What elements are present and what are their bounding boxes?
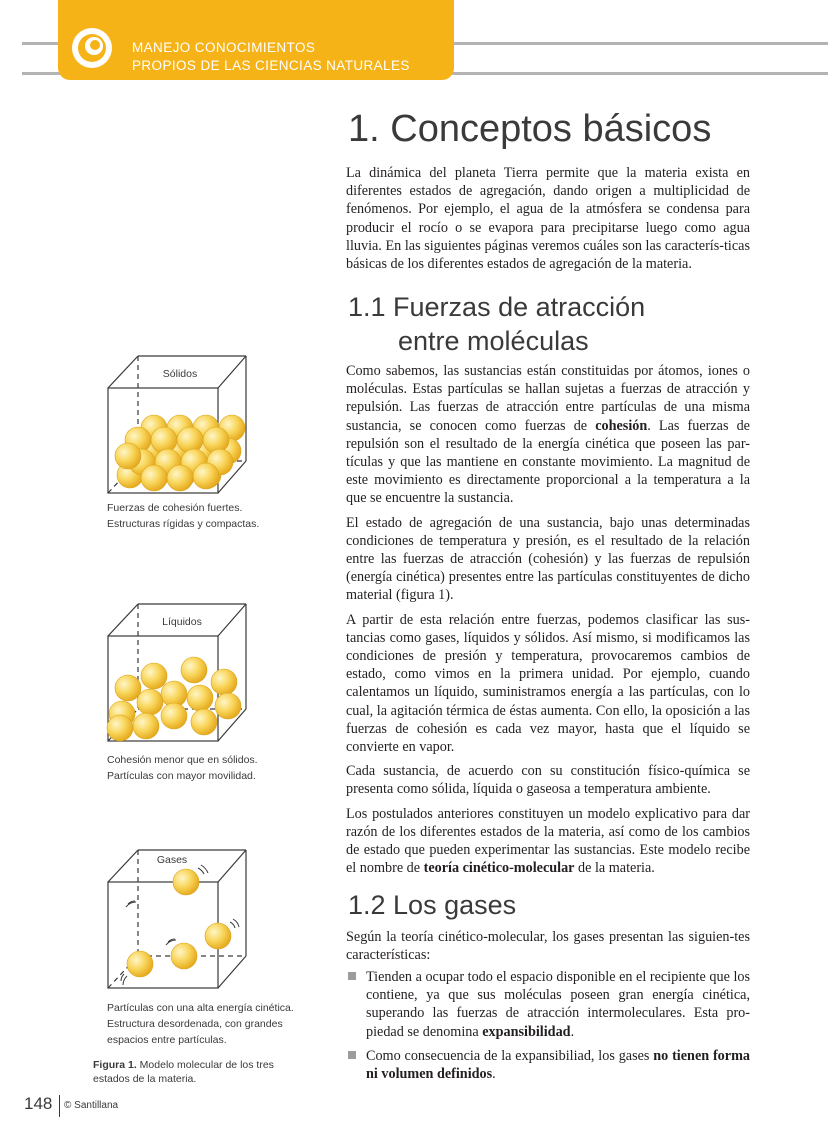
paragraph-kinetic-theory: Los postulados anteriores constituyen un modelo explicativo para dar razón de los diferentes estados de la materia, así como de los cambios de estado que pueden experimentar las sustancias. Este modelo recibe el nombre de teoría cinético-molecular de la materia. [346, 805, 750, 877]
bullet-square-icon [348, 1051, 356, 1059]
gas-properties-list [346, 968, 750, 1089]
paragraph-forces: Como sabemos, las sustancias están constituidas por átomos, iones o moléculas. Estas partículas se hallan sujetas a fuerzas de atracción y repulsión. Las fuerzas de atracción entre partículas de una misma sustancia, se conocen como fuerzas de cohesión. Las fuerzas de repulsión son el resultado de la energía cinética que poseen las par-tículas y que las mantiene en constante movimiento. La magnitud de este movimiento es directamente proporcional a la temperatura a la que se encuentre la sustancia. El estado de agregación de una sustancia, bajo unas determinadas condiciones de temperatura y presión, es el resultado de la relación entre las fuerzas de atracción (cohesión) y las fuerzas de repulsión (energía cinética) presentes entre las partículas constituyentes de dicho material (figura 1). A partir de esta relación entre fuerzas, podemos clasificar las sus-tancias como gases, líquidos y sólidos. Así mismo, si modificamos las condiciones de presión y temperatura, provocaremos cambios de estado, como vimos en la primera unidad. Por ejemplo, cuando calentamos un líquido, suministramos energía a las partículas, con lo cual, la agitación térmica de éstas aumenta. Con ello, la oposición a las fuerzas de cohesión es cada vez mayor, hasta que el líquido se convierte en vapor. Cada sustancia, de acuerdo con su constitución físico-química se presenta como sólida, líquida o gaseosa a temperatura ambiente. Los postulados anteriores constituyen un modelo explicativo para dar razón de los diferentes estados de la materia, así como de los cambios de estado que pueden experimentar las sustancias. Este modelo recibe el nombre de teoría cinético-molecular de la materia. [346, 363, 750, 877]
section-header-tab [58, 0, 454, 80]
intro-paragraph: La dinámica del planeta Tierra permite que la materia exista en diferentes estados de agregación, dando origen a multiplicidad de fenómenos. Por ejemplo, el agua de la atmósfera se condensa para producir el rocío o se evapora para precipitarse luego como agua lluvia. En las siguientes páginas veremos cuáles son las caracterís-ticas básicas de los diferentes estados de agregación de la materia. [346, 165, 750, 273]
list-item: Como consecuencia de la expansibiliad, los gases no tienen forma ni volumen definidos. [346, 1047, 750, 1083]
gas-label: Gases [156, 854, 188, 866]
paragraph-classification: A partir de esta relación entre fuerzas, podemos clasificar las sus-tancias como gases, líquidos y sólidos. Así mismo, si modificamos las condiciones de presión y temperatura, provocaremos cambios de estado, como vimos en la primera unidad. Por ejemplo, cuando calentamos un líquido, suministramos energía a las partículas, con lo cual, la agitación térmica de éstas aumenta. Con ello, la oposición a las fuerzas de cohesión es cada vez mayor, hasta que el líquido se convierte en vapor. [346, 611, 750, 756]
page-number: 148 [24, 1094, 53, 1113]
paragraph-room-temperature: Cada sustancia, de acuerdo con su constitución físico-química se presenta como sólida, líquida o gaseosa a temperatura ambiente. [346, 763, 750, 798]
list-item: Tienden a ocupar todo el espacio disponible en el recipiente que los contiene, ya que sus moléculas poseen gran energía cinética, superando las fuerzas de atracción intermoleculares. Esta pro-piedad se denomina expansibilidad. [346, 968, 750, 1041]
gases-intro: Según la teoría cinético-molecular, los gases presentan las siguien-tes características: [346, 929, 750, 964]
solid-model-diagram [102, 350, 252, 500]
subsection-title-1-line-1: 1.1 Fuerzas de atracción [348, 292, 646, 322]
bullet-square-icon [348, 972, 356, 980]
solid-caption: Fuerzas de cohesión fuertes. Estructuras rígidas y compactas. [107, 502, 260, 530]
header-rule-right [452, 42, 828, 45]
liquid-model-diagram [102, 598, 252, 748]
header-rule-lower-right [452, 72, 828, 75]
publisher-credit: © Santillana [64, 1100, 119, 1111]
header-rule-left [22, 42, 62, 45]
chapter-logo-icon [70, 26, 114, 70]
header-line-2: PROPIOS DE LAS CIENCIAS NATURALES [132, 58, 410, 73]
gas-caption: Partículas con una alta energía cinética. Estructura desordenada, con grandes espacios entre partículas. [107, 1002, 294, 1046]
figure-caption: Figura 1. Modelo molecular de los tres estados de la materia. [93, 1059, 274, 1085]
subsection-title-2: 1.2 Los gases [348, 890, 517, 920]
term-kinetic-molecular-theory: teoría cinético-molecular [423, 860, 575, 877]
term-cohesion: cohesión [595, 417, 648, 434]
footer-divider [59, 1095, 60, 1117]
header-line-1: MANEJO CONOCIMIENTOS [132, 40, 316, 55]
liquid-label: Líquidos [162, 616, 202, 628]
subsection-title-1-line-2: entre moléculas [398, 326, 589, 356]
term-no-fixed-shape: no tienen forma ni volumen definidos [366, 1047, 750, 1083]
liquid-caption: Cohesión menor que en sólidos. Partículas con mayor movilidad. [107, 754, 258, 782]
term-expansibility: expansibilidad [482, 1023, 571, 1040]
gas-model-diagram [102, 846, 252, 996]
paragraph-aggregation-state: El estado de agregación de una sustancia, bajo unas determinadas condiciones de temperatura y presión, es el resultado de la relación entre las fuerzas de atracción (cohesión) y las fuerzas de repulsión (energía cinética) presentes entre las partículas constituyentes de dicho material (figura 1). [346, 514, 750, 604]
header-rule-lower-left [22, 72, 62, 75]
page-title: 1. Conceptos básicos [348, 108, 712, 150]
solid-label: Sólidos [162, 368, 198, 380]
